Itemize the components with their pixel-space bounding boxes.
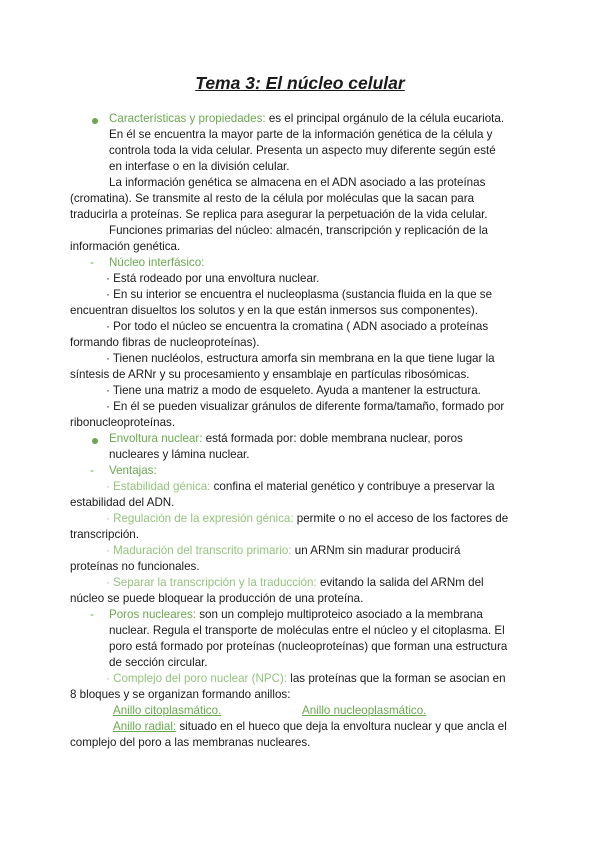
npc-line	[106, 672, 506, 686]
advantage-label: · Regulación de la expresión génica:	[106, 512, 294, 525]
text-line: de sección circular.	[109, 656, 208, 669]
page-title: Tema 3: El núcleo celular	[195, 73, 405, 93]
text-line: · Por todo el núcleo se encuentra la cromatina ( ADN asociado a proteínas	[106, 320, 489, 333]
text-line: · Tiene una matriz a modo de esqueleto. Ayuda a mantener la estructura.	[106, 384, 481, 397]
text-line: · En él se pueden visualizar gránulos de diferente forma/tamaño, formado por	[106, 400, 505, 413]
text-span: confina el material genético y contribuye a preservar la	[210, 480, 495, 493]
text-line: ribonucleoproteínas.	[70, 416, 176, 429]
text-line: nuclear. Regula el transporte de moléculas entre el núcleo y el citoplasma. El	[109, 624, 505, 637]
text-line: traducirla a proteínas. Se replica para asegurar la perpetuación de la vida celular.	[70, 208, 488, 221]
advantage-line	[106, 480, 495, 494]
text-line: · En su interior se encuentra el nucleoplasma (sustancia fluida en la que se	[106, 288, 493, 301]
radial-ring-label: Anillo radial:	[113, 720, 177, 733]
advantage-line	[106, 512, 508, 526]
text-line: transcripción.	[70, 528, 139, 541]
npc-label: · Complejo del poro nuclear (NPC):	[106, 672, 288, 685]
text-line: estabilidad del ADN.	[70, 496, 175, 509]
nuclear-pores-line-1	[109, 608, 483, 622]
text-line: Funciones primarias del núcleo: almacén, transcripción y replicación de la	[109, 224, 488, 237]
text-line: complejo del poro a las membranas nucleares.	[70, 736, 311, 749]
text-line: poro está formado por proteínas (nucleoproteínas) que forman una estructura	[109, 640, 508, 653]
text-line: nucleares y lámina nuclear.	[109, 448, 250, 461]
nuclear-pores-label: Poros nucleares:	[109, 608, 196, 621]
nuclear-envelope-label: Envoltura nuclear:	[109, 432, 203, 445]
text-line: controla toda la vida celular. Presenta un aspecto muy diferente según esté	[109, 144, 496, 157]
text-span: son un complejo multiproteico asociado a la membrana	[196, 608, 483, 621]
text-span: evitando la salida del ARNm del	[316, 576, 484, 589]
cytoplasmic-ring-label: Anillo citoplasmático.	[113, 704, 222, 717]
dash-icon: -	[90, 608, 94, 621]
nucleoplasmic-ring-label: Anillo nucleoplasmático.	[302, 704, 427, 717]
text-span: situado en el hueco que deja la envoltura nuclear y que ancla el	[176, 720, 507, 733]
characteristics-label: Características y propiedades:	[109, 112, 266, 125]
advantage-label: · Maduración del transcrito primario:	[106, 544, 292, 557]
text-span: un ARNm sin madurar producirá	[291, 544, 461, 557]
text-line: encuentran disueltos los solutos y en la que están inmersos sus componentes).	[70, 304, 478, 317]
text-line: (cromatina). Se transmite al resto de la célula por moléculas que la sacan para	[70, 192, 475, 205]
text-line: información genética.	[70, 240, 181, 253]
text-line: en interfase o en la división celular.	[109, 160, 290, 173]
dash-icon: -	[90, 464, 94, 477]
characteristics-line-1	[109, 112, 504, 126]
text-line: La información genética se almacena en el ADN asociado a las proteínas	[109, 176, 486, 189]
interphase-nucleus-heading: Núcleo interfásico:	[109, 256, 205, 269]
text-line: · Está rodeado por una envoltura nuclear.	[106, 272, 320, 285]
text-line: 8 bloques y se organizan formando anillos:	[70, 688, 291, 701]
bullet-icon	[92, 438, 98, 444]
advantage-label: · Estabilidad génica:	[106, 480, 211, 493]
text-line: proteínas no funcionales.	[70, 560, 200, 573]
radial-ring-line	[113, 720, 507, 734]
text-span: las proteínas que la forman se asocian en	[287, 672, 506, 685]
bullet-icon	[92, 118, 98, 124]
text-span: permite o no el acceso de los factores de	[293, 512, 509, 525]
text-span: es el principal orgánulo de la célula eucariota.	[265, 112, 505, 125]
text-span: está formada por: doble membrana nuclear, poros	[202, 432, 463, 445]
advantage-line	[106, 544, 460, 558]
text-line: síntesis de ARNr y su procesamiento y ensamblaje en partículas ribosómicas.	[70, 368, 470, 381]
text-line: formando fibras de nucleoproteínas).	[70, 336, 260, 349]
advantages-heading: Ventajas:	[109, 464, 157, 477]
text-line: En él se encuentra la mayor parte de la información genética de la célula y	[109, 128, 493, 141]
advantage-label: · Separar la transcripción y la traducción:	[106, 576, 317, 589]
nuclear-envelope-line-1	[109, 432, 463, 446]
advantage-line	[106, 576, 484, 590]
text-line: núcleo se puede bloquear la producción de una proteína.	[70, 592, 364, 605]
text-line: · Tienen nucléolos, estructura amorfa sin membrana en la que tiene lugar la	[106, 352, 495, 365]
dash-icon: -	[90, 256, 94, 269]
